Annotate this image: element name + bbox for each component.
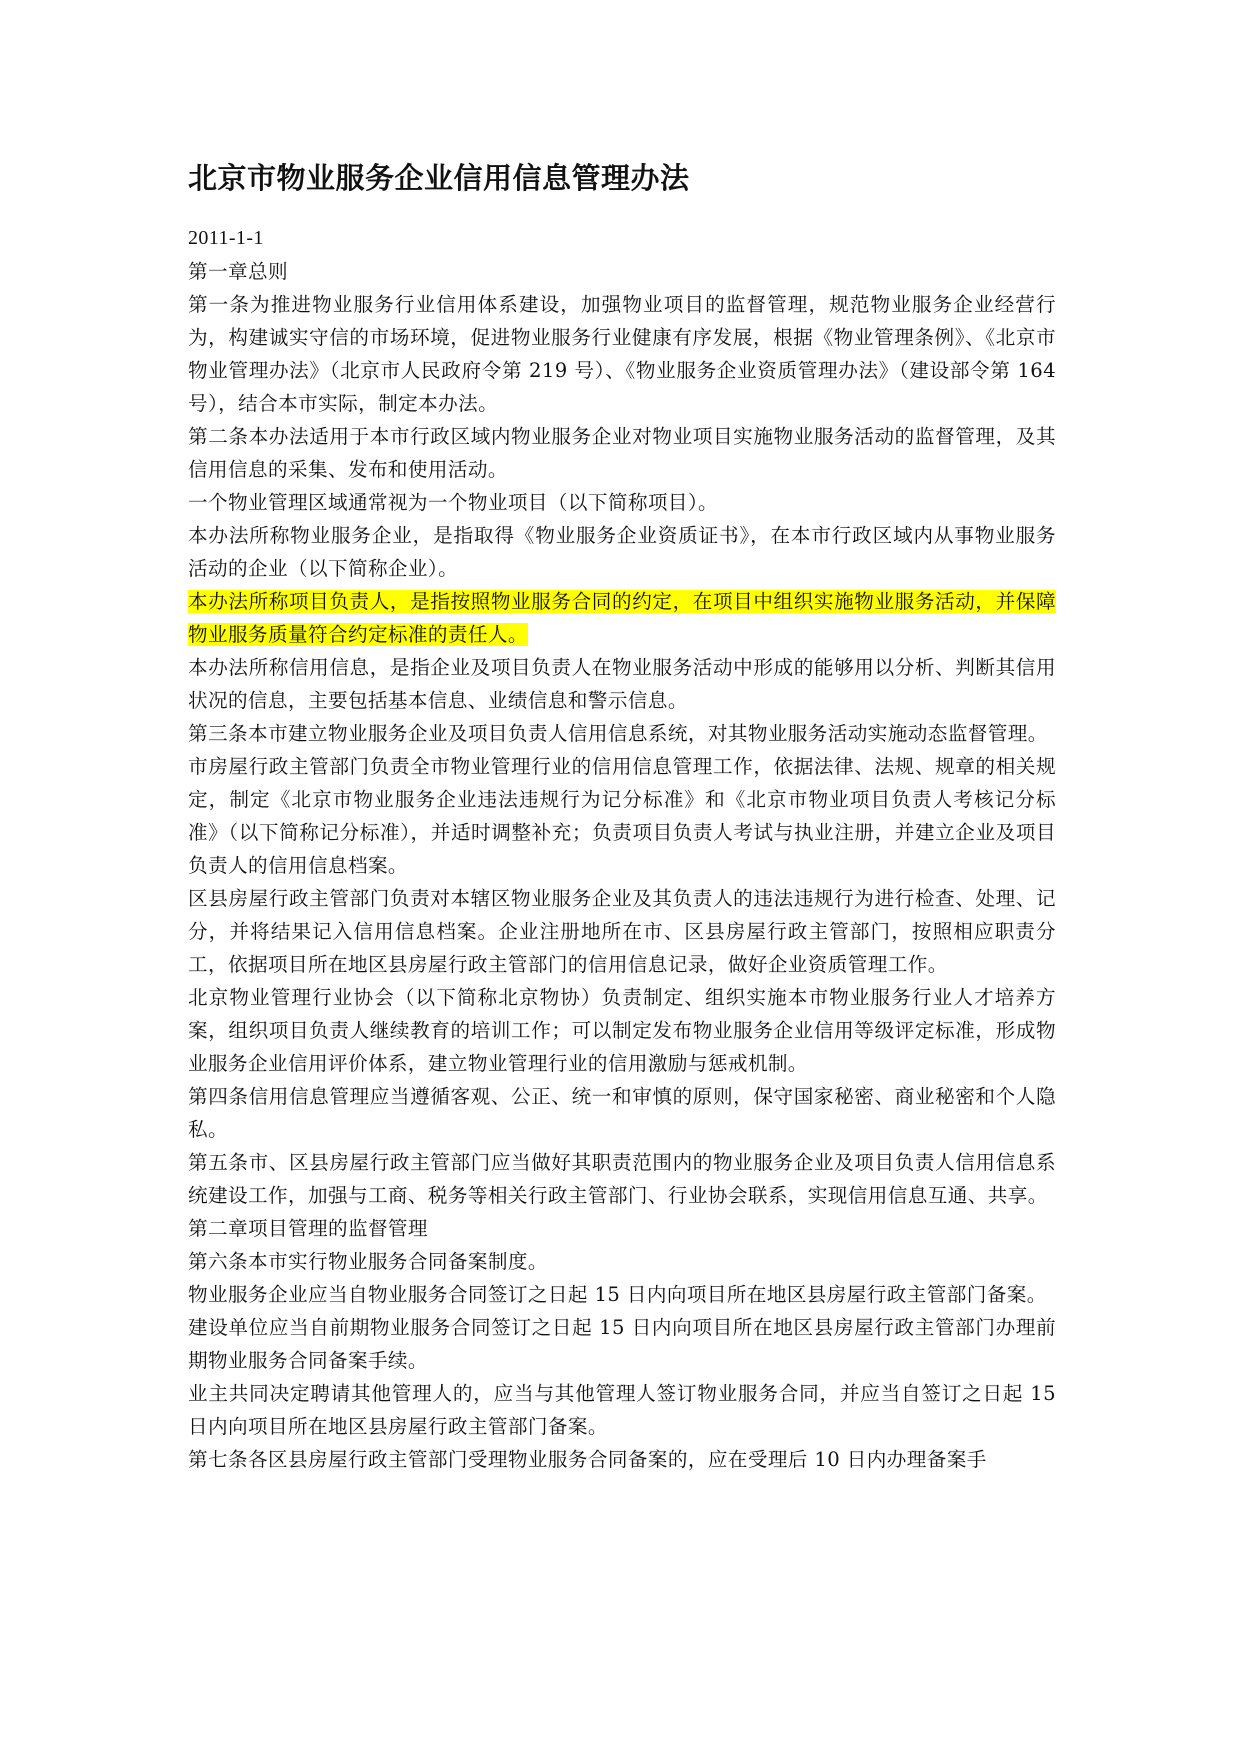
- paragraph-contract-filing: 物业服务企业应当自物业服务合同签订之日起 15 日内向项目所在地区县房屋行政主管部门备案。: [188, 1283, 1047, 1306]
- article-3-paragraph: 第三条本市建立物业服务企业及项目负责人信用信息系统，对其物业服务活动实施动态监督管理。: [188, 722, 1048, 745]
- article-1-paragraph: 第一条为推进物业服务行业信用体系建设，加强物业项目的监督管理，规范物业服务企业经营行为，构建诚实守信的市场环境，促进物业服务行业健康有序发展，根据《物业管理条例》、《北京市物业管理办法》（北京市人民政府令第 219 号）、《物业服务企业资质管理办法》（建设部令第 164 号），结合本市实际，制定本办法。: [188, 293, 1056, 415]
- chapter-heading-1: 第一章总则: [188, 260, 288, 283]
- paragraph-other-manager-filing: 业主共同决定聘请其他管理人的，应当与其他管理人签订物业服务合同，并应当自签订之日起 15 日内向项目所在地区县房屋行政主管部门备案。: [188, 1382, 1056, 1438]
- document-page: [188, 158, 1056, 1476]
- chapter-heading-2: 第二章项目管理的监督管理: [188, 1217, 428, 1240]
- article-4-paragraph: 第四条信用信息管理应当遵循客观、公正、统一和审慎的原则，保守国家秘密、商业秘密和个人隐私。: [188, 1085, 1056, 1141]
- document-date: 2011-1-1: [188, 227, 264, 249]
- article-6-paragraph: 第六条本市实行物业服务合同备案制度。: [188, 1250, 548, 1273]
- paragraph-project-definition: 一个物业管理区域通常视为一个物业项目（以下简称项目）。: [188, 491, 719, 514]
- paragraph-city-department-duties: 市房屋行政主管部门负责全市物业管理行业的信用信息管理工作，依据法律、法规、规章的相关规定，制定《北京市物业服务企业违法违规行为记分标准》和《北京市物业项目负责人考核记分标准》（以下简称记分标准），并适时调整补充；负责项目负责人考试与执业注册，并建立企业及项目负责人的信用信息档案。: [188, 755, 1056, 877]
- paragraph-district-department-duties: 区县房屋行政主管部门负责对本辖区物业服务企业及其负责人的违法违规行为进行检查、处理、记分，并将结果记入信用信息档案。企业注册地所在市、区县房屋行政主管部门，按照相应职责分工，依据项目所在地区县房屋行政主管部门的信用信息记录，做好企业资质管理工作。: [188, 887, 1056, 976]
- article-7-paragraph: 第七条各区县房屋行政主管部门受理物业服务合同备案的，应在受理后 10 日内办理备案手: [188, 1448, 987, 1471]
- article-2-paragraph: 第二条本办法适用于本市行政区域内物业服务企业对物业项目实施物业服务活动的监督管理，及其信用信息的采集、发布和使用活动。: [188, 425, 1056, 481]
- document-title: 北京市物业服务企业信用信息管理办法: [188, 161, 690, 195]
- text-highlight: 本办法所称项目负责人，是指按照物业服务合同的约定，在项目中组织实施物业服务活动，并保障物业服务质量符合约定标准的责任人。: [188, 590, 1056, 646]
- paragraph-credit-info-definition: 本办法所称信用信息，是指企业及项目负责人在物业服务活动中形成的能够用以分析、判断其信用状况的信息，主要包括基本信息、业绩信息和警示信息。: [188, 656, 1056, 712]
- paragraph-enterprise-definition: 本办法所称物业服务企业，是指取得《物业服务企业资质证书》，在本市行政区域内从事物业服务活动的企业（以下简称企业）。: [188, 524, 1056, 580]
- article-5-paragraph: 第五条市、区县房屋行政主管部门应当做好其职责范围内的物业服务企业及项目负责人信用信息系统建设工作，加强与工商、税务等相关行政主管部门、行业协会联系，实现信用信息互通、共享。: [188, 1151, 1056, 1207]
- paragraph-preliminary-contract-filing: 建设单位应当自前期物业服务合同签订之日起 15 日内向项目所在地区县房屋行政主管部门办理前期物业服务合同备案手续。: [188, 1316, 1056, 1372]
- highlighted-paragraph-project-leader: [188, 585, 1056, 651]
- paragraph-association-duties: 北京物业管理行业协会（以下简称北京物协）负责制定、组织实施本市物业服务行业人才培养方案，组织项目负责人继续教育的培训工作；可以制定发布物业服务企业信用等级评定标准，形成物业服务企业信用评价体系，建立物业管理行业的信用激励与惩戒机制。: [188, 986, 1056, 1075]
